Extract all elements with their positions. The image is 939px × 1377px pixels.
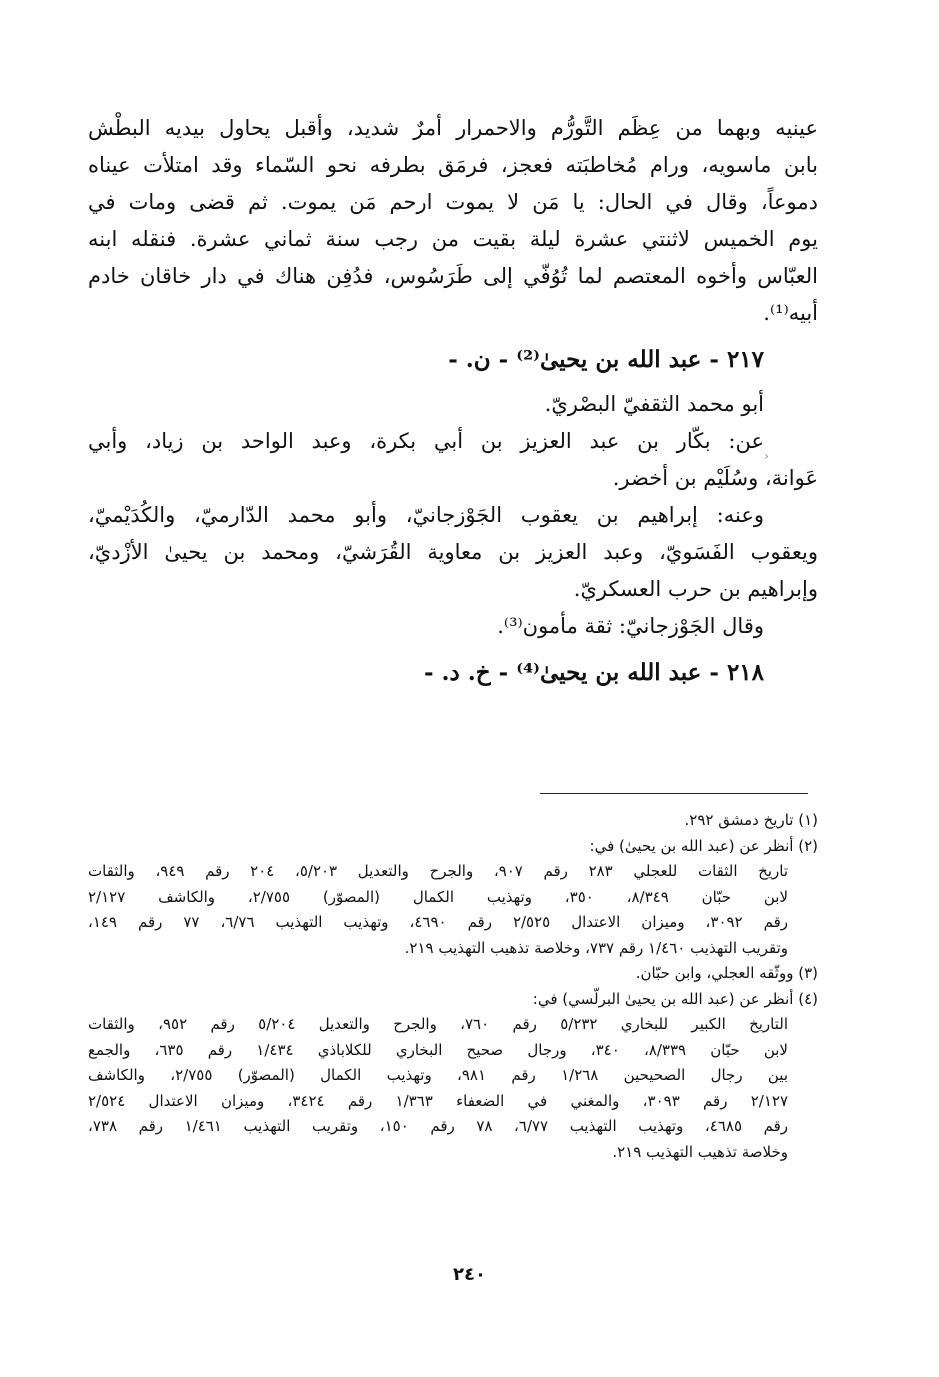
footnote-2-title: (٢) أنظر عن (عبد الله بن يحيىٰ) في:	[589, 836, 818, 855]
footnote-separator	[540, 793, 808, 794]
text-line: العبّاس وأخوه المعتصم لما تُوُفّي إلى طَرَسُوس، فدُفِن هناك في دار خاقان خادم	[88, 264, 818, 288]
footnote-2-line: تاريخ الثقات للعجلي ٢٨٣ رقم ٩٠٧، والجرح والتعديل ٥/٢٠٣، ٢٠٤ رقم ٩٤٩، والثقات	[88, 862, 788, 880]
entry-heading-217: ٢١٧ - عبد الله بن يحيىٰ⁽²⁾ - ن. -	[448, 346, 764, 373]
text-line: دموعاً، وقال في الحال: يا مَن لا يموت ارحم مَن يموت. ثم قضى ومات في	[88, 190, 818, 214]
text-line: بابن ماسويه، ورام مُخاطبَته فعجز، فرمَق بطرفه نحو السّماء وقد امتلأت عيناه	[88, 153, 818, 177]
stray-mark: ›	[764, 449, 769, 463]
footnote-2-line: رقم ٣٠٩٢، وميزان الاعتدال ٢/٥٢٥ رقم ٤٦٩٠، وتهذيب التهذيب ٦/٧٦، ٧٧ رقم ١٤٩،	[88, 913, 788, 931]
footnote-4-line: التاريخ الكبير للبخاري ٥/٢٣٢ رقم ٧٦٠، والجرح والتعديل ٥/٢٠٤ رقم ٩٥٢، والثقات	[88, 1015, 789, 1033]
footnote-4-line: رقم ٤٦٨٥، وتهذيب التهذيب ٦/٧٧، ٧٨ رقم ١٥٠، وتقريب التهذيب ١/٤٦١ رقم ٧٣٨،	[88, 1117, 788, 1135]
footnote-3: (٣) ووثّقه العجلي، وابن حبّان.	[635, 964, 818, 982]
footnote-4-title: (٤) أنظر عن (عبد الله بن يحيىٰ البرلّسي) في:	[532, 989, 818, 1008]
footnote-1: (١) تاريخ دمشق ٢٩٢.	[684, 811, 818, 829]
students-line: ويعقوب الفَسَويّ، وعبد العزيز بن معاوية القُرَشيّ، ومحمد بن يحيىٰ الأزْديّ،	[88, 540, 818, 564]
teachers-line: عَوانة، وسُلَيْم بن أخضر.	[612, 466, 818, 490]
students-line: وعنه: إبراهيم بن يعقوب الجَوْزجانيّ، وأبو محمد الدّارميّ، والكُدَيْميّ،	[88, 503, 764, 527]
footnote-2-line: لابن حبّان ٨/٣٤٩، ٣٥٠، وتهذيب الكمال (المصوّر) ٢/٧٥٥، والكاشف ٢/١٢٧	[88, 887, 788, 906]
text-line: يوم الخميس لاثنتي عشرة ليلة بقيت من رجب سنة ثماني عشرة. فنقله ابنه	[88, 227, 818, 251]
text-line: أبيه⁽¹⁾.	[763, 301, 818, 325]
main-text	[88, 110, 818, 699]
students-line: وإبراهيم بن حرب العسكريّ.	[573, 577, 818, 601]
entry-heading-218: ٢١٨ - عبد الله بن يحيىٰ⁽⁴⁾ - خ. د. -	[423, 659, 764, 686]
footnote-4-line: ٢/١٢٧ رقم ٣٠٩٣، والمغني في الضعفاء ١/٣٦٣ رقم ٣٤٢٤، وميزان الاعتدال ٢/٥٢٤	[88, 1091, 788, 1110]
text-line: عينيه وبهما من عِظَم التَّورُّم والاحمرار أمرٌ شديد، وأقبل يحاول بيديه البطْش	[88, 116, 818, 140]
footnotes	[88, 808, 818, 1165]
footnote-4-line: بين رجال الصحيحين ١/٢٦٨ رقم ٩٨١، وتهذيب الكمال (المصوّر) ٢/٧٥٥، والكاشف	[88, 1066, 788, 1084]
teachers-line: عن: بكّار بن عبد العزيز بن أبي بكرة، وعبد الواحد بن زياد، وأبي	[88, 429, 764, 453]
grading-line: وقال الجَوْزجانيّ: ثقة مأمون⁽³⁾.	[497, 614, 764, 638]
footnote-2-line: وتقريب التهذيب ١/٤٦٠ رقم ٧٣٧، وخلاصة تذهيب التهذيب ٢١٩.	[404, 938, 788, 957]
page-number: ٢٤٠	[453, 1264, 486, 1285]
footnote-4-line: وخلاصة تذهيب التهذيب ٢١٩.	[612, 1142, 788, 1161]
footnote-4-line: لابن حبّان ٨/٣٣٩، ٣٤٠، ورجال صحيح البخاري للكلاباذي ١/٤٣٤ رقم ٦٣٥، والجمع	[88, 1040, 788, 1059]
entry-kunya: أبو محمد الثقفيّ البصْريّ.	[544, 392, 764, 416]
